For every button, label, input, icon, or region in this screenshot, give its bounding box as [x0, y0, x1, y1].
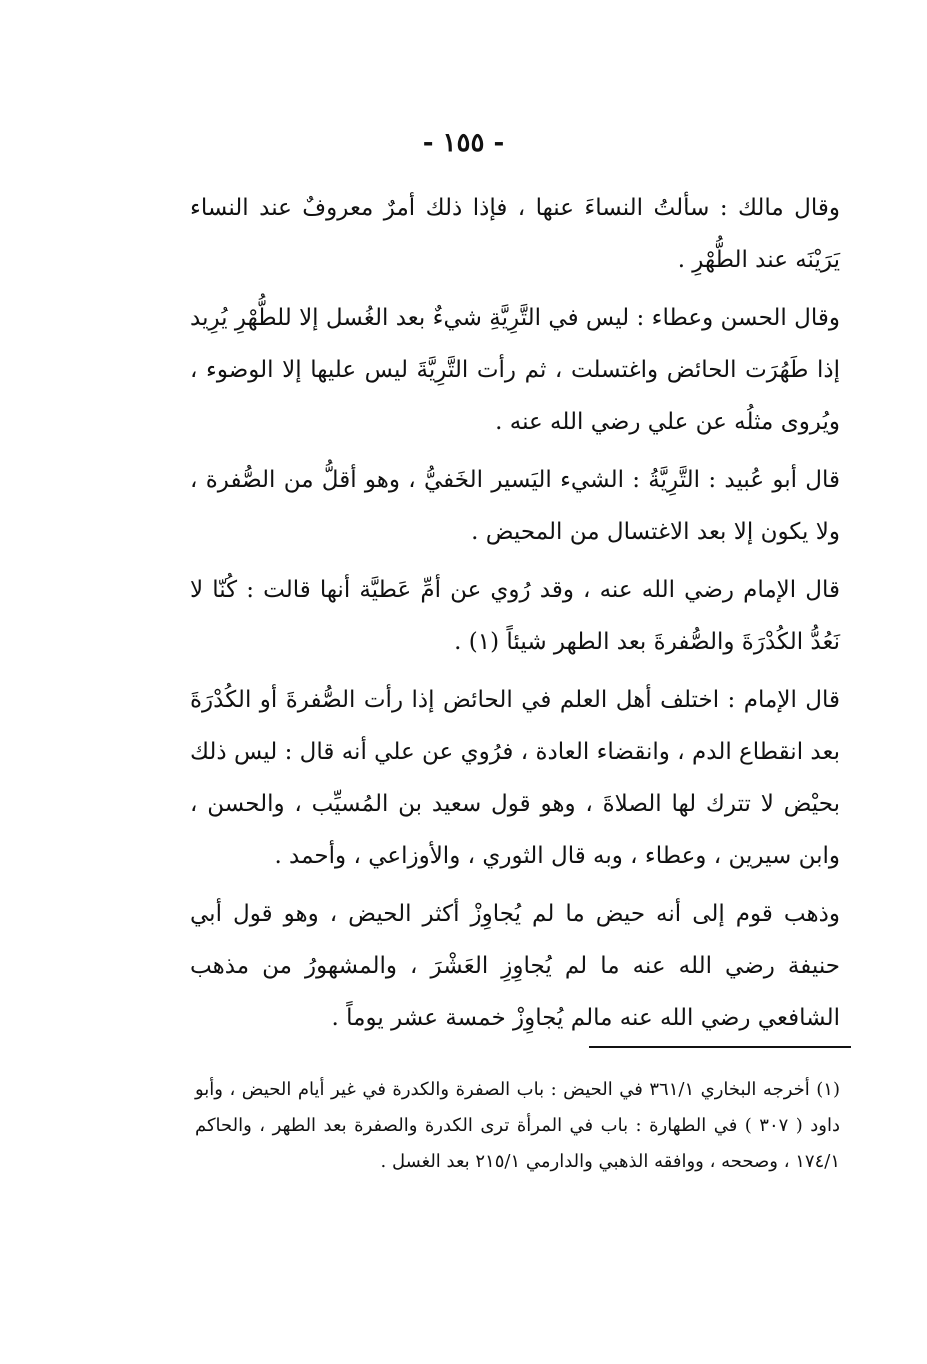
footnote: (١) أخرجه البخاري ٣٦١/١ في الحيض : باب الصفرة والكدرة في غير أيام الحيض ، وأبو داود ( ٣٠٧ ) في الطهارة : باب في المرأة ترى الكدرة والصفرة بعد الطهر ، والحاكم ١٧٤/١ ، وصححه ، ووافقه الذهبي والدارمي ٢١٥/١ بعد الغسل .	[195, 1079, 840, 1172]
paragraph: قال الإمام : اختلف أهل العلم في الحائض إذا رأت الصُّفرةَ أو الكُدْرَةَ بعد انقطاع الدم ، وانقضاء العادة ، فرُوي عن علي أنه قال : ليس ذلك بحيْض لا تترك لها الصلاةَ ، وهو قول سعيد بن المُسيِّب ، والحسن ، وابن سيرين ، وعطاء ، وبه قال الثوري ، والأوزاعي ، وأحمد .	[190, 687, 840, 869]
page-number: - ١٥٥ -	[422, 128, 505, 158]
main-text	[190, 182, 840, 1044]
paragraph: وقال الحسن وعطاء : ليس في التَّرِيَّةِ شيءٌ بعد الغُسل إلا للطُّهْرِ يُرِيد إذا طَهُرَت الحائض واغتسلت ، ثم رأت التَّرِيَّةَ ليس عليها إلا الوضوء ، ويُروى مثلُه عن علي رضي الله عنه .	[190, 305, 840, 435]
paragraph: وذهب قوم إلى أنه حيض ما لم يُجاوِزْ أكثر الحيض ، وهو قول أبي حنيفة رضي الله عنه ما لم يُجاوِزِ العَشْرَ ، والمشهورُ من مذهب الشافعي رضي الله عنه مالم يُجاوِزْ خمسة عشر يوماً .	[190, 901, 840, 1031]
paragraph: وقال مالك : سألتُ النساءَ عنها ، فإذا ذلك أمرٌ معروفٌ عند النساء يَرَيْنَه عند الطُّهْرِ .	[190, 195, 840, 273]
footnotes	[195, 1072, 840, 1180]
paragraph: قال الإمام رضي الله عنه ، وقد رُوي عن أمِّ عَطيَّة أنها قالت : كُنّا لا نَعُدُّ الكُدْرَةَ والصُّفرةَ بعد الطهر شيئاً (١) .	[190, 577, 840, 655]
paragraph: قال أبو عُبيد : التَّرِيَّةُ : الشيء اليَسير الخَفيُّ ، وهو أقلُّ من الصُّفرة ، ولا يكون إلا بعد الاغتسال من المحيض .	[190, 467, 840, 545]
footnote-divider	[589, 1046, 851, 1048]
